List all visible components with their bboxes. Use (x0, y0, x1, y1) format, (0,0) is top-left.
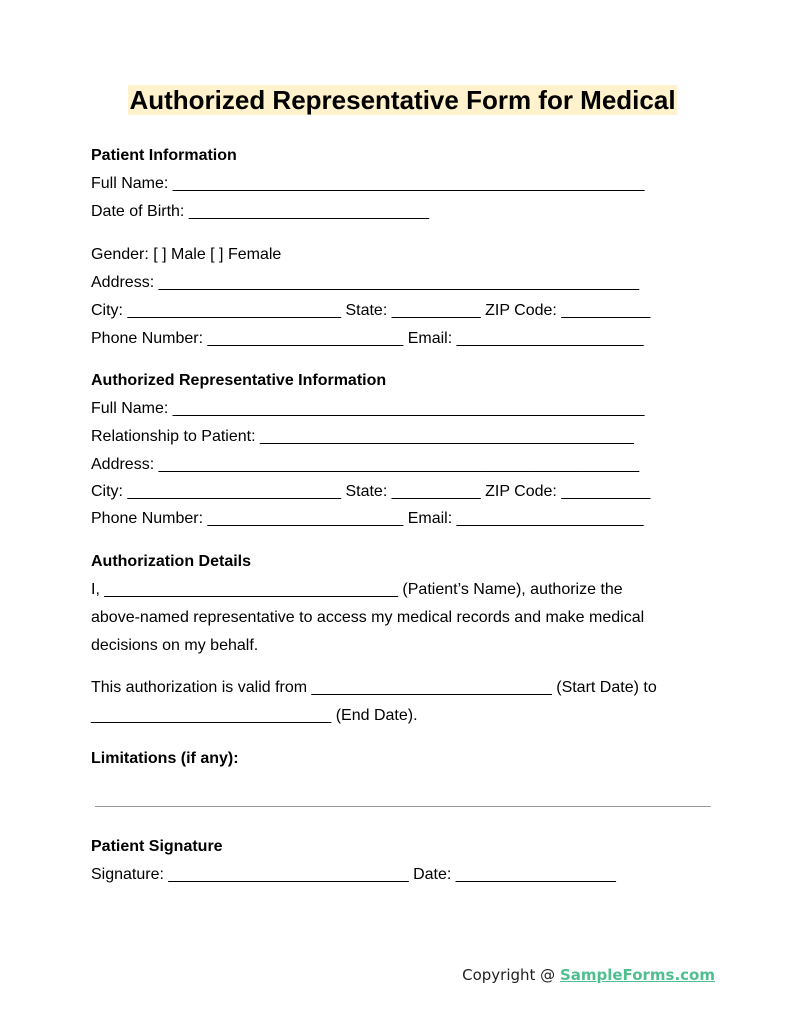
validity-start-field[interactable]: This authorization is valid from ___________________________ (Start Date) to (91, 679, 657, 696)
sampleforms-link[interactable]: SampleForms.com (559, 966, 715, 984)
section-heading-patient: Patient Information (91, 147, 237, 164)
rep-address-field[interactable]: Address: ______________________________________________________ (91, 456, 640, 473)
rep-city-state-zip-field[interactable]: City: ________________________ State: __________ ZIP Code: __________ (91, 483, 651, 500)
patient-dob-field[interactable]: Date of Birth: ___________________________ (91, 203, 430, 220)
section-heading-limitations: Limitations (if any): (91, 750, 239, 767)
patient-gender-field[interactable]: Gender: [ ] Male [ ] Female (91, 246, 282, 263)
section-heading-authorization: Authorization Details (91, 553, 252, 570)
signature-date-field[interactable]: Signature: ___________________________ Date: __________________ (91, 866, 616, 883)
authorization-text-line: decisions on my behalf. (91, 637, 259, 654)
rep-full-name-field[interactable]: Full Name: _____________________________________________________ (91, 400, 645, 417)
rep-phone-email-field[interactable]: Phone Number: ______________________ Email: _____________________ (91, 510, 644, 527)
limitations-line[interactable] (95, 806, 711, 807)
patient-full-name-field[interactable]: Full Name: _____________________________________________________ (91, 175, 645, 192)
validity-end-field[interactable]: ___________________________ (End Date). (91, 707, 418, 724)
section-heading-representative: Authorized Representative Information (91, 372, 387, 389)
patient-city-state-zip-field[interactable]: City: ________________________ State: __________ ZIP Code: __________ (91, 302, 651, 319)
form-title: Authorized Representative Form for Medical (129, 85, 676, 115)
rep-relationship-field[interactable]: Relationship to Patient: __________________________________________ (91, 428, 634, 445)
patient-address-field[interactable]: Address: ______________________________________________________ (91, 274, 640, 291)
authorization-text-line: above-named representative to access my medical records and make medical (91, 609, 645, 626)
copyright-footer: Copyright @ SampleForms.com (462, 966, 715, 984)
patient-phone-email-field[interactable]: Phone Number: ______________________ Email: _____________________ (91, 330, 644, 347)
section-heading-signature: Patient Signature (91, 838, 223, 855)
authorization-text-line[interactable]: I, _________________________________ (Patient’s Name), authorize the (91, 581, 623, 598)
